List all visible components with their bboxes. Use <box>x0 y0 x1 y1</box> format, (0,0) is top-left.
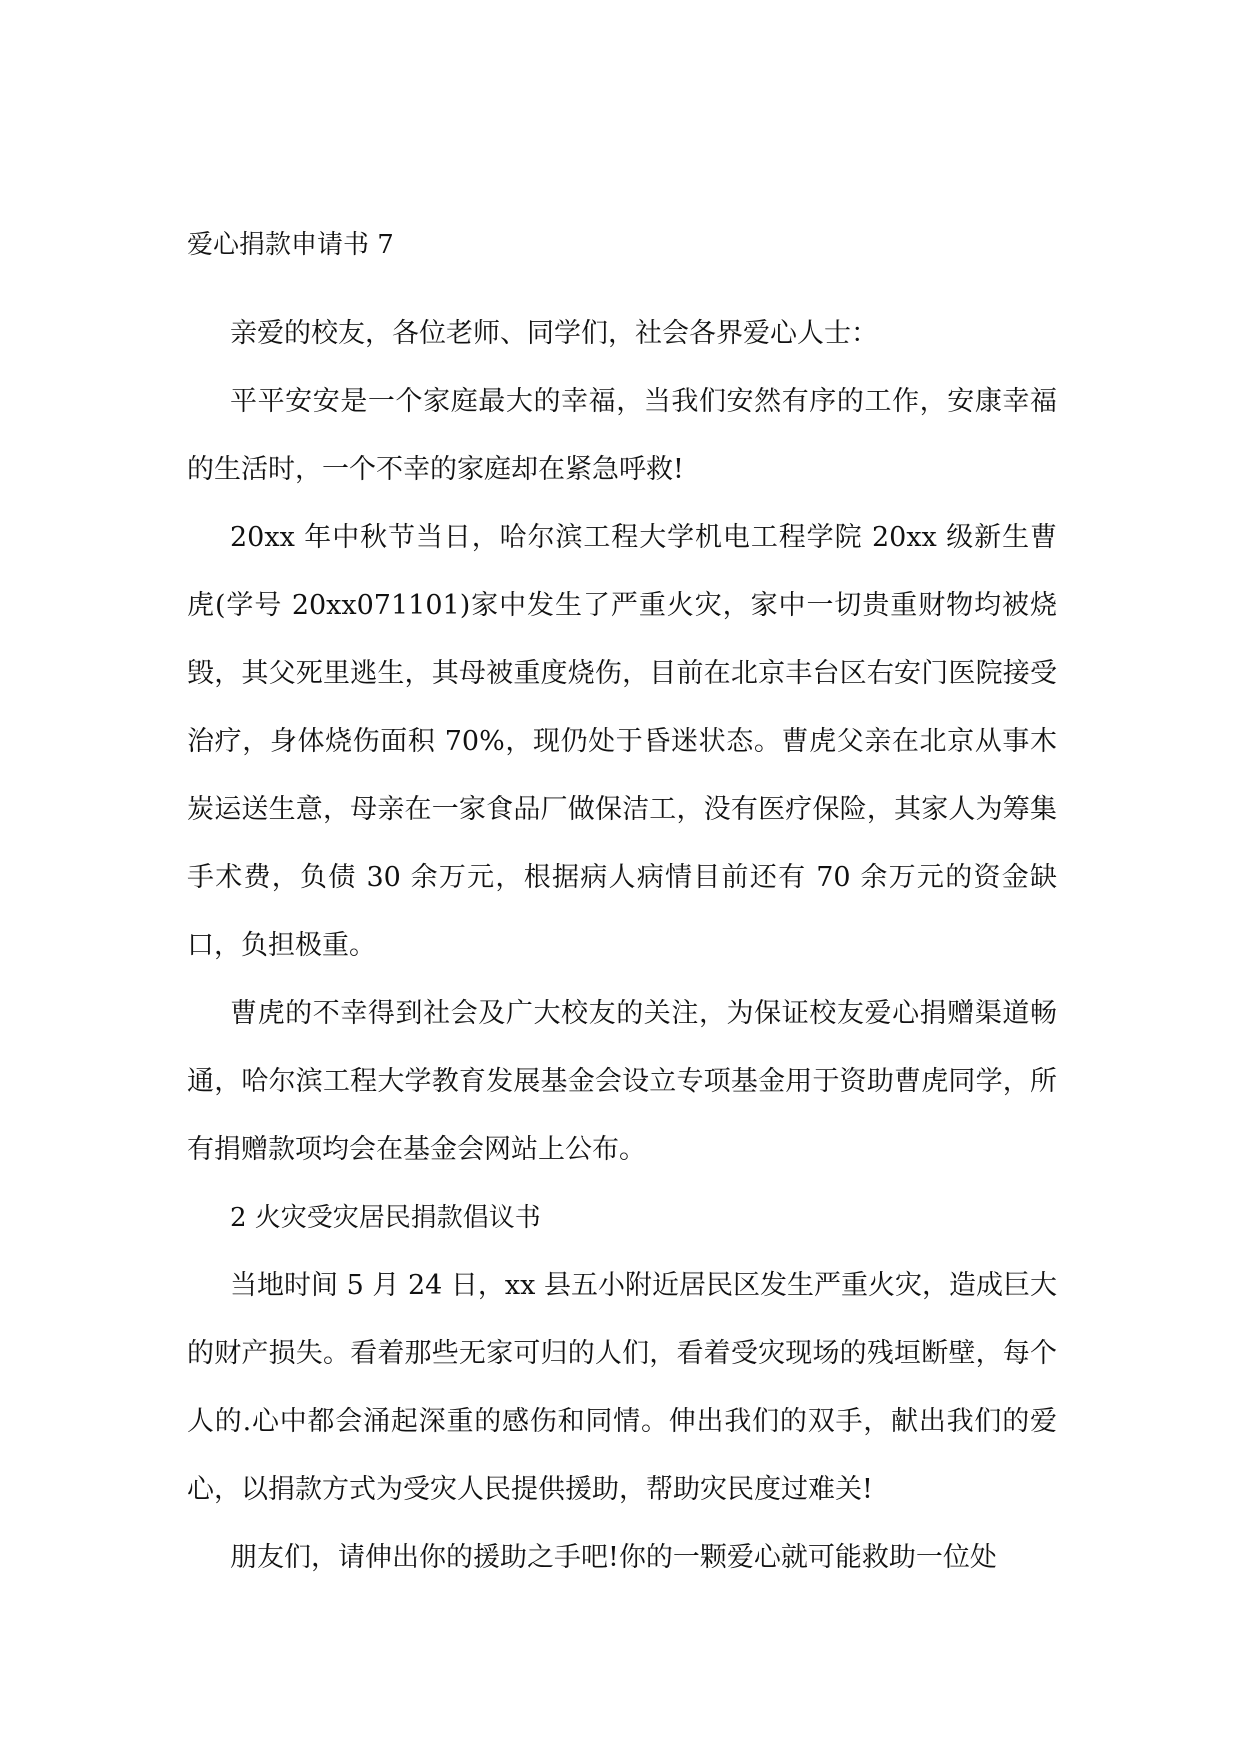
paragraph-1: 平平安安是一个家庭最大的幸福，当我们安然有序的工作，安康幸福的生活时，一个不幸的家庭却在紧急呼救! <box>187 386 1057 485</box>
paragraph-2: 20xx 年中秋节当日，哈尔滨工程大学机电工程学院 20xx 级新生曹虎(学号 20xx071101)家中发生了严重火灾，家中一切贵重财物均被烧毁，其父死里逃生，其母被重度烧伤，目前在北京丰台区右安门医院接受治疗，身体烧伤面积 70%，现仍处于昏迷状态。曹虎父亲在北京从事木炭运送生意，母亲在一家食品厂做保洁工，没有医疗保险，其家人为筹集手术费，负债 30 余万元，根据病人病情目前还有 70 余万元的资金缺口，负担极重。 <box>187 522 1057 961</box>
section-2-paragraph-2: 朋友们，请伸出你的援助之手吧!你的一颗爱心就可能救助一位处 <box>230 1542 997 1573</box>
document-page <box>187 228 1057 1592</box>
salutation: 亲爱的校友，各位老师、同学们，社会各界爱心人士： <box>230 318 878 349</box>
paragraph-3: 曹虎的不幸得到社会及广大校友的关注，为保证校友爱心捐赠渠道畅通，哈尔滨工程大学教育发展基金会设立专项基金用于资助曹虎同学，所有捐赠款项均会在基金会网站上公布。 <box>187 998 1057 1165</box>
section-2-heading: 2 火灾受灾居民捐款倡议书 <box>230 1203 541 1233</box>
document-title: 爱心捐款申请书 7 <box>187 230 394 260</box>
section-2-paragraph-1: 当地时间 5 月 24 日，xx 县五小附近居民区发生严重火灾，造成巨大的财产损失。看着那些无家可归的人们，看着受灾现场的残垣断壁，每个人的.心中都会涌起深重的感伤和同情。伸出我们的双手，献出我们的爱心，以捐款方式为受灾人民提供援助，帮助灾民度过难关! <box>187 1270 1057 1505</box>
